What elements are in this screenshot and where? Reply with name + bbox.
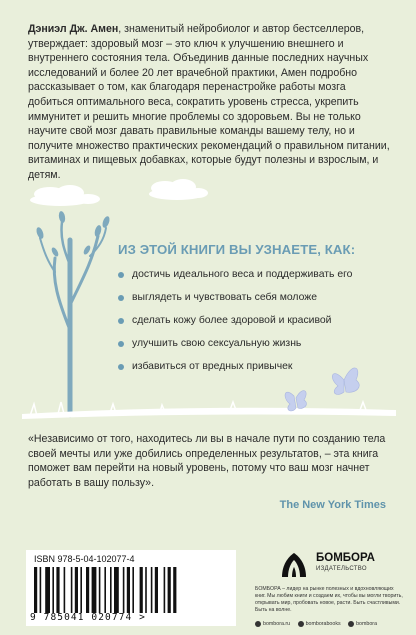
barcode-bar xyxy=(155,567,158,613)
barcode-bar xyxy=(45,567,50,613)
barcode-bar xyxy=(80,567,82,613)
barcode-bar xyxy=(151,567,153,613)
barcode-bar xyxy=(114,567,119,613)
benefit-item: улучшить свою сексуальную жизнь xyxy=(118,337,386,350)
tree-icon xyxy=(40,222,106,415)
barcode-bar xyxy=(86,567,89,613)
publisher-name: БОМБОРА xyxy=(316,552,375,564)
benefits-list xyxy=(118,268,386,373)
publisher-tagline: БОМБОРА – лидер на рынке полезных и вдохновляющих книг. Мы любим книги и создаем их, чтобы вы могли творить, открывать мир, пробовать новое, расти. Быть счастливыми. Быть на волне. xyxy=(255,586,403,613)
benefits-heading: ИЗ ЭТОЙ КНИГИ ВЫ УЗНАЕТЕ, КАК: xyxy=(118,242,356,257)
social-item: bombora xyxy=(348,621,380,627)
barcode-bar xyxy=(164,567,166,613)
barcode-bar xyxy=(99,567,101,613)
barcode-bar xyxy=(92,567,97,613)
bombora-logo-icon xyxy=(278,547,310,581)
butterfly-icon xyxy=(285,368,359,411)
barcode-digits: 9 785041 020774 > xyxy=(30,612,146,623)
benefit-item: сделать кожу более здоровой и красивой xyxy=(118,314,386,327)
benefit-item: достичь идеального веса и поддерживать его xyxy=(118,268,386,281)
barcode-bar xyxy=(123,567,125,613)
web-icon xyxy=(255,621,261,627)
barcode-bar xyxy=(173,567,176,613)
social-item: bombora.ru xyxy=(255,621,293,627)
social-network-icon xyxy=(348,621,354,627)
barcode-bar xyxy=(110,567,112,613)
isbn-label: ISBN 978-5-04-102077-4 xyxy=(34,554,135,564)
barcode-bar xyxy=(56,567,59,613)
barcode-bar xyxy=(104,567,106,613)
author-name: Дэниэл Дж. Амен xyxy=(28,23,119,35)
review-source: The New York Times xyxy=(279,499,386,511)
benefit-item: выглядеть и чувствовать себя моложе xyxy=(118,291,386,304)
review-quote: «Независимо от того, находитесь ли вы в начале пути по созданию тела своей мечты или уже добились определенных результатов, – эта книга поможет вам перейти на новый уровень, потому что ваш мозг начнет работать в вашу пользу». xyxy=(28,433,386,489)
barcode-bar xyxy=(71,567,73,613)
barcode-block xyxy=(26,550,236,626)
tree-leaves-icon xyxy=(35,211,111,258)
social-network-icon xyxy=(298,621,304,627)
cloud-right-icon xyxy=(149,179,208,200)
cloud-left-icon xyxy=(30,185,100,206)
barcode-bar xyxy=(140,567,143,613)
grass-line xyxy=(22,402,396,419)
barcode-bar xyxy=(52,567,54,613)
barcode-bar xyxy=(127,567,130,613)
annotation-body: , знаменитый нейробиолог и автор бестселлеров, утверждает: здоровый мозг – это ключ к улучшению внешнего и внутреннего состояния тела. Объединив данные последних научных исследований и более 20 лет врачебной практики, Амен подробно рассказывает о том, как благодаря перенастройке работы мозга добиться оптимального веса, сократить уровень стресса, укрепить иммунитет и решить многие проблемы со здоровьем. Вы не только научите свой мозг давать правильные команды вашему телу, но и получите множество практических рекомендаций о правильном питании, витаминах и пищевых добавках, которые будут полезны и взрослым, и детям. xyxy=(28,23,390,181)
barcode-bar xyxy=(145,567,147,613)
publisher-subtitle: ИЗДАТЕЛЬСТВО xyxy=(316,566,367,572)
publisher-socials xyxy=(255,621,405,627)
barcode-bar xyxy=(40,567,42,613)
barcode-bar xyxy=(75,567,78,613)
barcode-icon xyxy=(34,567,228,613)
social-item: bomborabooks xyxy=(298,621,344,627)
barcode-bar xyxy=(168,567,171,613)
benefit-item: избавиться от вредных привычек xyxy=(118,360,386,373)
barcode-bar xyxy=(64,567,66,613)
barcode-bar xyxy=(34,567,37,613)
barcode-bar xyxy=(132,567,134,613)
